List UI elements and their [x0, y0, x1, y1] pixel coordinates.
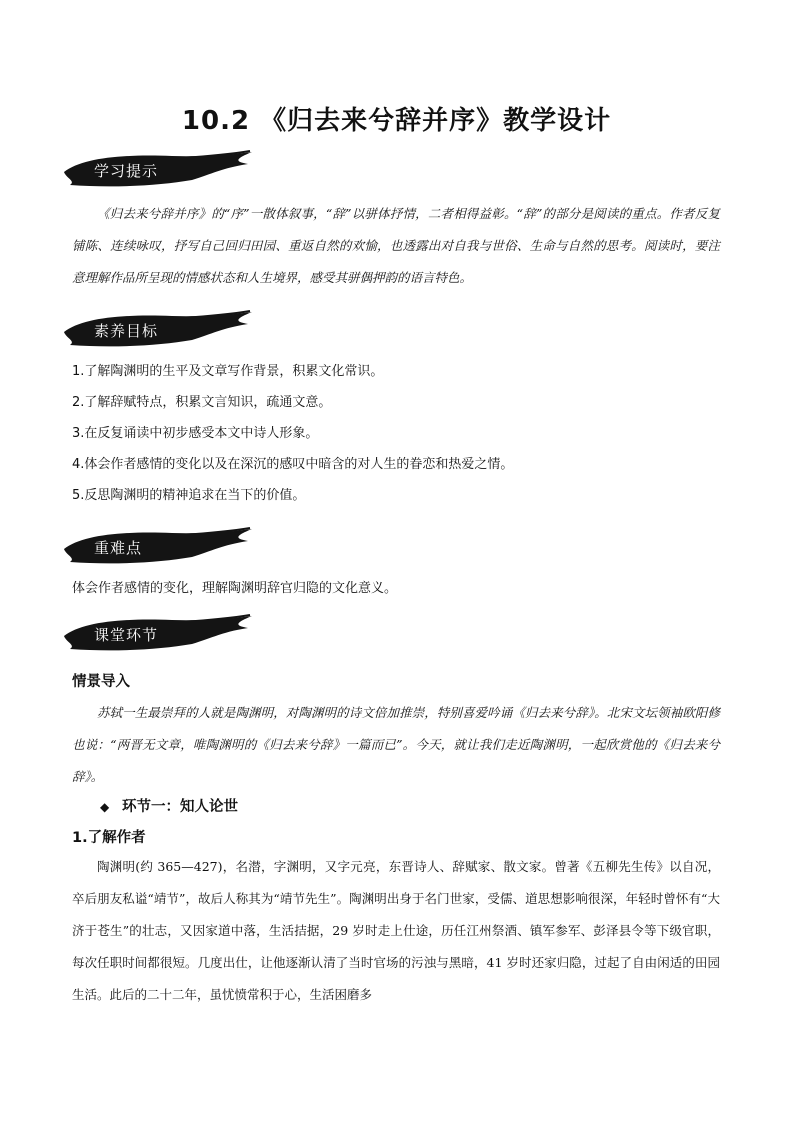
section-header-key — [62, 527, 254, 567]
intro-paragraph: 苏轼一生最崇拜的人就是陶渊明，对陶渊明的诗文倍加推崇，特别喜爱吟诵《归去来兮辞》。北宋文坛领袖欧阳修也说：“两晋无文章，唯陶渊明的《归去来兮辞》一篇而已”。今天，就让我们走近陶渊明，一起欣赏他的《归去来兮辞》。 — [72, 705, 720, 784]
section-header-goals — [62, 310, 254, 350]
step-heading-text: 环节一：知人论世 — [122, 799, 238, 815]
section-header-tips — [62, 150, 254, 190]
author-heading: 1.了解作者 — [72, 830, 146, 846]
author-paragraph: 陶渊明(约 365—427)，名潜，字渊明，又字元亮，东晋诗人、辞赋家、散文家。曾著《五柳先生传》以自况，卒后朋友私谥“靖节”，故后人称其为“靖节先生”。陶渊明出身于名门世家，受儒、道思想影响很深，年轻时曾怀有“大济于苍生”的壮志，又因家道中落，生活拮据，29 岁时走上仕途，历任江州祭酒、镇军参军、彭泽县令等下级官职，每次任职时间都很短。几度出仕，让他逐渐认清了当时官场的污浊与黑暗，41 岁时还家归隐，过起了自由闲适的田园生活。此后的二十二年，虽忧愤常积于心，生活困磨多 — [72, 859, 720, 1002]
list-item: 2.了解辞赋特点，积累文言知识，疏通文意。 — [72, 395, 332, 410]
section-label-tips: 学习提示 — [94, 162, 159, 180]
goals-list — [72, 356, 732, 511]
list-item: 5.反思陶渊明的精神追求在当下的价值。 — [72, 488, 306, 503]
list-item: 4.体会作者感情的变化以及在深沉的感叹中暗含的对人生的眷恋和热爱之情。 — [72, 457, 514, 472]
list-item: 1.了解陶渊明的生平及文章写作背景，积累文化常识。 — [72, 364, 384, 379]
tips-paragraph: 《归去来兮辞并序》的“序”一散体叙事，“辞”以骈体抒情，二者相得益彰。“辞”的部分是阅读的重点。作者反复铺陈、连续咏叹，抒写自己回归田园、重返自然的欢愉，也透露出对自我与世俗、生命与自然的思考。阅读时，要注意理解作品所呈现的情感状态和人生境界，感受其骈偶押韵的语言特色。 — [72, 206, 720, 285]
list-item: 3.在反复诵读中初步感受本文中诗人形象。 — [72, 426, 319, 441]
intro-heading: 情景导入 — [72, 674, 130, 690]
key-points-text: 体会作者感情的变化，理解陶渊明辞官归隐的文化意义。 — [72, 581, 398, 596]
step-heading — [100, 795, 238, 816]
brush-stroke-icon — [62, 527, 254, 567]
document-title: 10.2 《归去来兮辞并序》教学设计 — [181, 106, 612, 136]
section-label-class: 课堂环节 — [94, 626, 159, 644]
section-label-key: 重难点 — [94, 539, 143, 557]
diamond-bullet-icon: ◆ — [100, 800, 110, 814]
section-label-goals: 素养目标 — [94, 322, 159, 340]
section-header-class — [62, 614, 254, 654]
